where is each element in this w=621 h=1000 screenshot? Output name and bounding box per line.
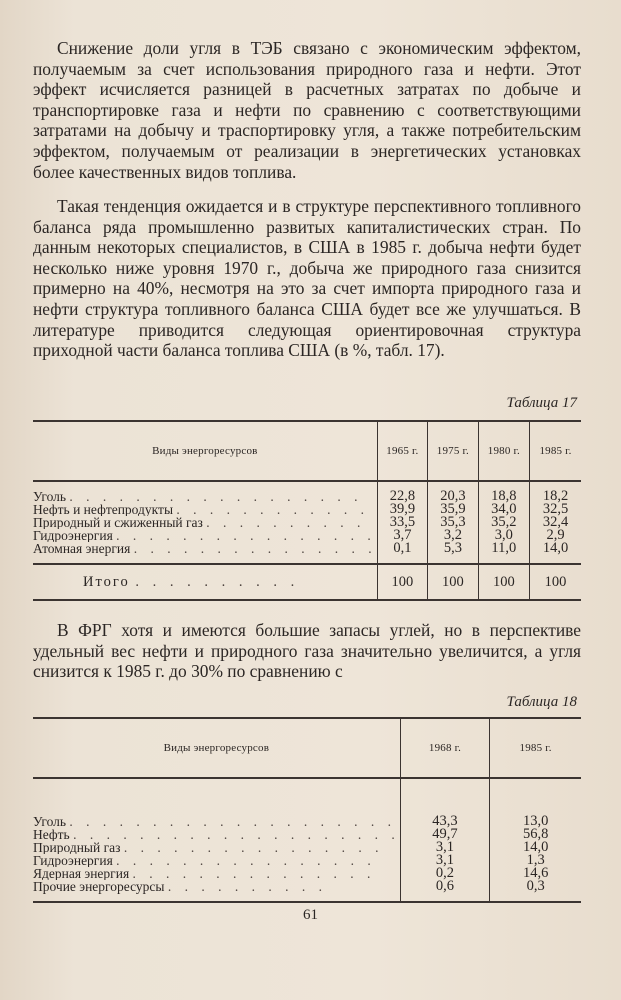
paragraph-text: Такая тенденция ожидается и в структуре перспективного топливного баланса ряда промышленно развитых капиталистических стран. По данным некоторых специалистов, в США в 1985 г. добыча нефти будет несколько ниже уровня 1970 г., добыча же природного газа снизится примерно на 40%, несмотря на это за счет импорта природного газа и нефти структура топливного баланса США будет все же улучшаться. В литературе приводится следующая ориентировочная структура приходной части баланса топлива США (в %, табл. 17).: [33, 196, 581, 361]
table-cell: 2,9: [530, 529, 581, 542]
table-cell: 11,0: [478, 542, 529, 564]
row-label: Уголь: [33, 814, 67, 828]
table-cell: 14,0: [530, 542, 581, 564]
table-cell: 14,6: [490, 867, 581, 880]
table-17: [33, 420, 581, 601]
table-cell: 1,3: [490, 854, 581, 867]
column-header: 1965 г.: [377, 421, 428, 481]
paragraph-text: В ФРГ хотя и имеются большие запасы углей, но в перспективе удельный вес нефти и природного газа значительно увеличится, а угля снизится к 1985 г. до 30% по сравнению с: [33, 620, 581, 682]
paragraph-usa-balance: [33, 196, 581, 361]
table-row: Ядерная энергия . . . . . . . . . . . . . . . 0,2 14,6: [33, 867, 581, 880]
table-row: Природный газ . . . . . . . . . . . . . . . . 3,1 14,0: [33, 841, 581, 854]
row-label: Нефть и нефтепродукты: [33, 503, 174, 516]
table-cell: 43,3: [400, 778, 490, 828]
total-cell: 100: [478, 564, 529, 600]
table-cell: 56,8: [490, 828, 581, 841]
row-label: Прочие энергоресурсы: [33, 880, 165, 894]
column-header: 1968 г.: [400, 718, 490, 778]
paragraph-frg: [33, 620, 581, 682]
table-row: Природный и сжиженный газ . . . . . . . . . . 33,5 35,3 35,2 32,4: [33, 516, 581, 529]
table-cell: 0,6: [400, 880, 490, 902]
table-cell: 39,9: [377, 503, 428, 516]
table-cell: 35,2: [478, 516, 529, 529]
column-header: 1985 г.: [490, 718, 581, 778]
table-cell: 0,1: [377, 542, 428, 564]
table-cell: 22,8: [377, 481, 428, 503]
table-cell: 33,5: [377, 516, 428, 529]
row-label: Атомная энергия: [33, 542, 131, 556]
column-header: 1985 г.: [530, 421, 581, 481]
table-cell: 3,7: [377, 529, 428, 542]
row-label: Гидроэнергия: [33, 529, 113, 542]
table-cell: 3,1: [400, 841, 490, 854]
table-cell: 20,3: [428, 481, 479, 503]
table-cell: 13,0: [490, 778, 581, 828]
table-cell: 14,0: [490, 841, 581, 854]
table-18-caption: Таблица 18: [506, 694, 577, 710]
paragraph-coal-share: [33, 38, 581, 182]
table-17-caption: Таблица 17: [506, 395, 577, 411]
paragraph-text: Снижение доли угля в ТЭБ связано с экономическим эффектом, получаемым за счет использования природного газа и нефти. Этот эффект исчисляется разницей в расчетных затратах по добыче и транспортировке газа и нефти по сравнению с соответствующими затратами на добычу и траспортировку угля, а также потребительским эффектом, получаемым от реализации в энергетических установках более качественных видов топлива.: [33, 38, 581, 182]
table-18: [33, 717, 581, 903]
table-row: Нефть . . . . . . . . . . . . . . . . . . . . 49,7 56,8: [33, 828, 581, 841]
total-label: Итого: [83, 573, 130, 590]
column-header: Виды энергоресурсов: [33, 718, 400, 778]
table-header-row: [33, 421, 581, 481]
table-row: Гидроэнергия . . . . . . . . . . . . . . . . 3,1 1,3: [33, 854, 581, 867]
column-header: 1975 г.: [428, 421, 479, 481]
row-label: Уголь: [33, 489, 67, 503]
table-cell: 35,9: [428, 503, 479, 516]
table-cell: 18,8: [478, 481, 529, 503]
table-total-row: Итого . . . . . . . . . . 100 100 100 100: [33, 564, 581, 600]
total-cell: 100: [377, 564, 428, 600]
table-cell: 0,3: [490, 880, 581, 902]
table-cell: 32,4: [530, 516, 581, 529]
table-cell: 3,0: [478, 529, 529, 542]
table-row: Прочие энергоресурсы . . . . . . . . . . 0,6 0,3: [33, 880, 581, 902]
column-header: 1980 г.: [478, 421, 529, 481]
table-cell: 35,3: [428, 516, 479, 529]
table-cell: 3,1: [400, 854, 490, 867]
total-cell: 100: [530, 564, 581, 600]
table-row: Гидроэнергия . . . . . . . . . . . . . . . . 3,7 3,2 3,0 2,9: [33, 529, 581, 542]
column-header: Виды энергоресурсов: [33, 421, 377, 481]
table-cell: 0,2: [400, 867, 490, 880]
table-row: Уголь . . . . . . . . . . . . . . . . . . 22,8 20,3 18,8 18,2: [33, 481, 581, 503]
table-cell: 3,2: [428, 529, 479, 542]
table-cell: 34,0: [478, 503, 529, 516]
table-row: Атомная энергия . . . . . . . . . . . . . . . 0,1 5,3 11,0 14,0: [33, 542, 581, 564]
row-label: Ядерная энергия: [33, 867, 130, 880]
row-label: Гидроэнергия: [33, 854, 113, 867]
page-number: 61: [303, 907, 318, 923]
row-label: Нефть: [33, 828, 70, 841]
row-label: Природный газ: [33, 841, 121, 854]
table-row: Нефть и нефтепродукты . . . . . . . . . . . . 39,9 35,9 34,0 32,5: [33, 503, 581, 516]
table-row: Уголь . . . . . . . . . . . . . . . . . . . . 43,3 13,0: [33, 778, 581, 828]
table-cell: 5,3: [428, 542, 479, 564]
table-cell: 49,7: [400, 828, 490, 841]
table-header-row: [33, 718, 581, 778]
total-cell: 100: [428, 564, 479, 600]
row-label: Природный и сжиженный газ: [33, 516, 203, 529]
table-cell: 32,5: [530, 503, 581, 516]
table-cell: 18,2: [530, 481, 581, 503]
